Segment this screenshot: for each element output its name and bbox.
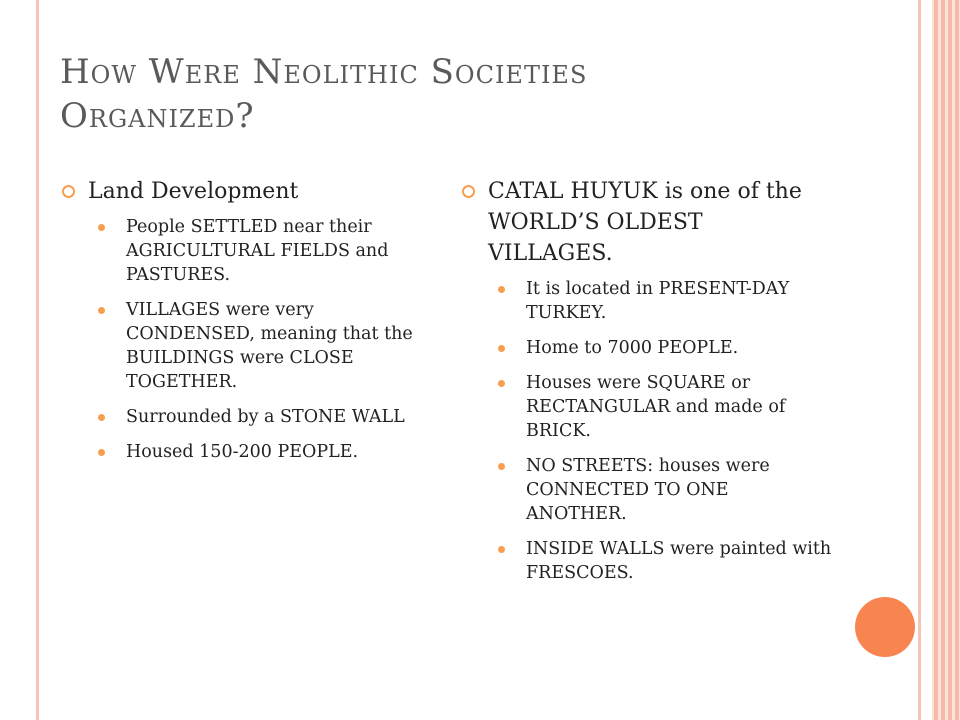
edge-stripe: [955, 0, 959, 720]
list-item-text: Home to 7000 PEOPLE.: [526, 338, 739, 358]
list-item-text: NO STREETS: houses were CONNECTED TO ONE ANOTHER.: [526, 456, 770, 524]
list-item-text: Houses were SQUARE or RECTANGULAR and made of BRICK.: [526, 373, 786, 441]
list-item-text: People SETTLED near their AGRICULTURAL FIELDS and PASTURES.: [126, 217, 389, 285]
right-sub-list: [462, 277, 832, 585]
edge-stripe: [934, 0, 938, 720]
list-item: [498, 371, 832, 443]
edge-stripe: [948, 0, 952, 720]
left-sub-list: [62, 215, 442, 464]
dot-bullet-icon: [498, 345, 505, 352]
list-item-text: Surrounded by a STONE WALL: [126, 407, 405, 427]
slide-title: [60, 50, 880, 138]
frame-left-line: [36, 0, 39, 720]
list-item-text: INSIDE WALLS were painted with FRESCOES.: [526, 539, 832, 583]
list-item-text: VILLAGES were very CONDENSED, meaning that the BUILDINGS were CLOSE TOGETHER.: [126, 300, 413, 392]
slide-title-line-1: How Were Neolithic Societies: [60, 52, 588, 92]
edge-stripe: [941, 0, 945, 720]
right-main-point: [462, 176, 832, 269]
dot-bullet-icon: [98, 449, 105, 456]
list-item: [498, 537, 832, 585]
dot-bullet-icon: [98, 224, 105, 231]
decorative-orange-circle: [855, 597, 915, 657]
list-item: [98, 298, 442, 394]
frame-right-line: [918, 0, 921, 720]
list-item: [498, 454, 832, 526]
list-item: [498, 336, 832, 360]
dot-bullet-icon: [498, 380, 505, 387]
slide-title-line-2: Organized?: [60, 96, 255, 136]
dot-bullet-icon: [498, 463, 505, 470]
ring-bullet-icon: [62, 185, 75, 198]
dot-bullet-icon: [98, 307, 105, 314]
ring-bullet-icon: [462, 185, 475, 198]
left-column: [62, 176, 442, 475]
list-item: [498, 277, 832, 325]
list-item-text: It is located in PRESENT-DAY TURKEY.: [526, 279, 790, 323]
dot-bullet-icon: [498, 546, 505, 553]
dot-bullet-icon: [498, 286, 505, 293]
list-item-text: Housed 150-200 PEOPLE.: [126, 442, 359, 462]
right-column: [462, 176, 832, 596]
right-heading: CATAL HUYUK is one of the WORLD’S OLDEST VILLAGES.: [488, 179, 802, 266]
list-item: [98, 215, 442, 287]
list-item: [98, 405, 442, 429]
list-item: [98, 440, 442, 464]
dot-bullet-icon: [98, 414, 105, 421]
left-main-point: [62, 176, 442, 207]
left-heading: Land Development: [88, 179, 299, 204]
